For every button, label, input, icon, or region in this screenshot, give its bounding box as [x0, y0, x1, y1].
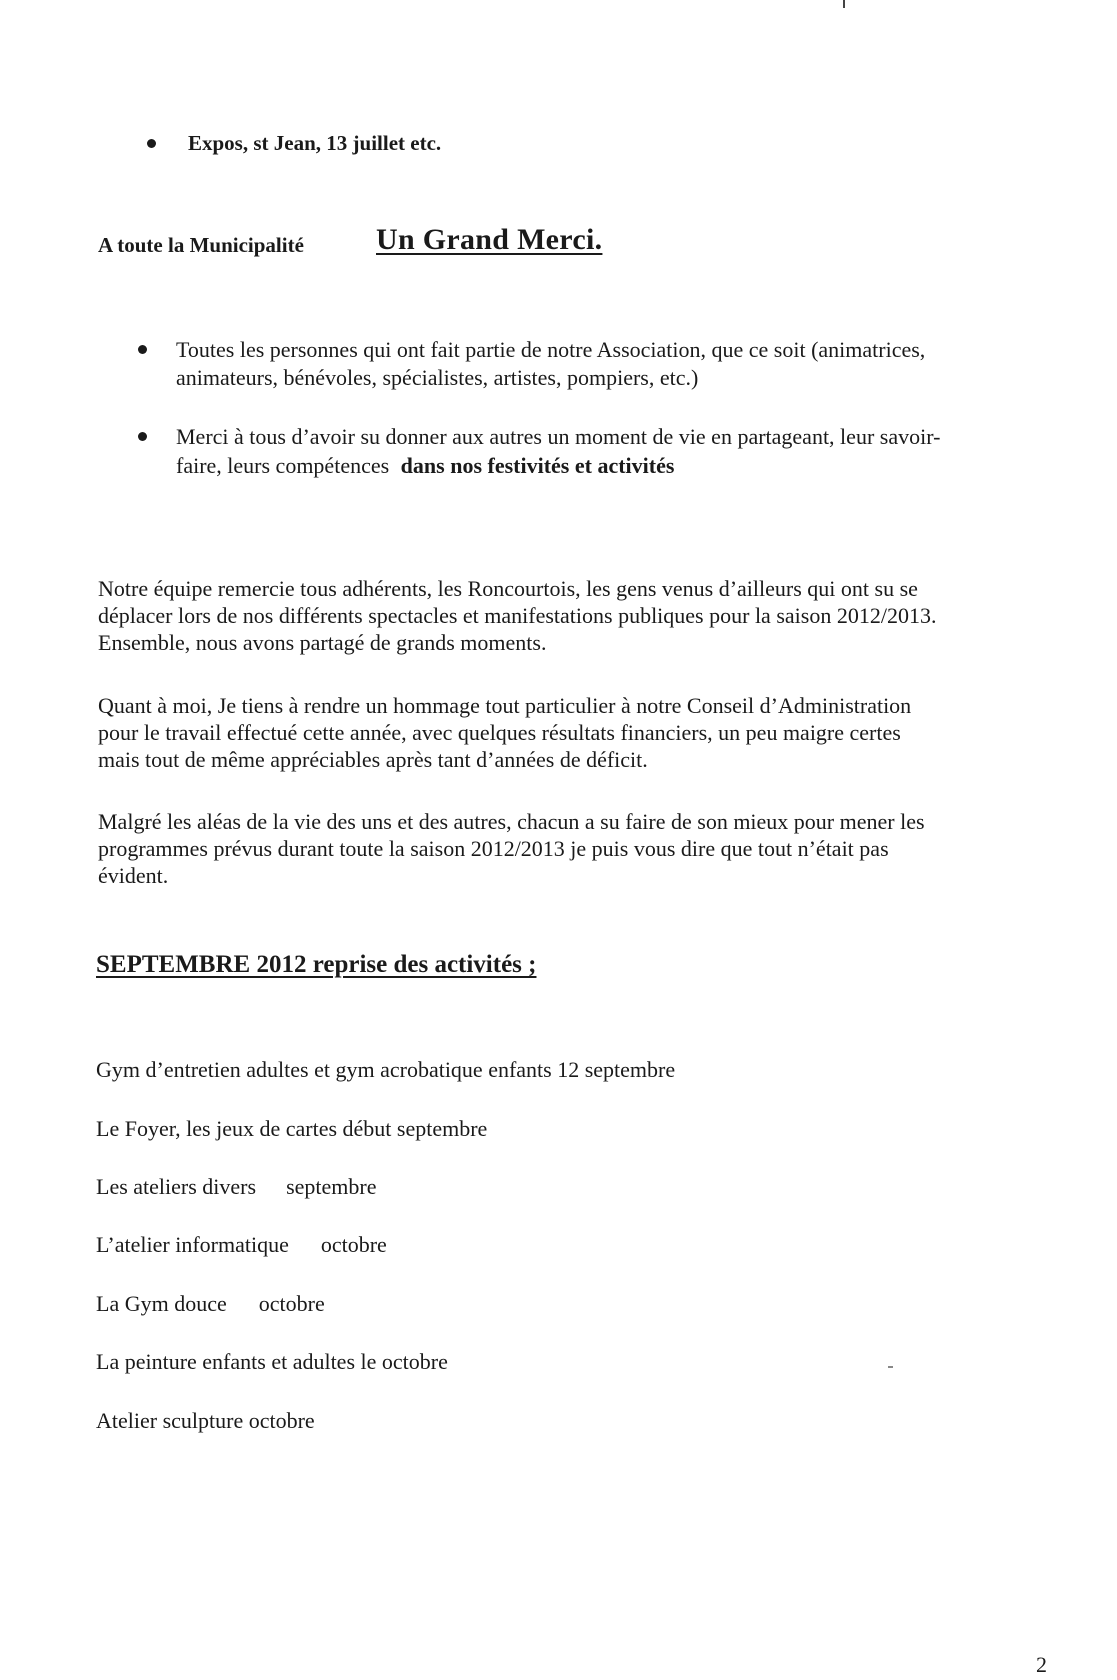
top-bullet-text: Expos, st Jean, 13 juillet etc.: [188, 131, 442, 155]
activity-item: [96, 1408, 315, 1434]
activity-item: [96, 1349, 448, 1375]
activity-when: octobre: [258, 1291, 325, 1316]
bullet-2-line-2-bold: dans nos festivités et activités: [400, 453, 675, 478]
activity-name: Les ateliers divers: [96, 1174, 257, 1199]
activity-item: [96, 1232, 387, 1258]
activity-name: Gym d’entretien adultes et gym acrobatique enfants 12 septembre: [96, 1057, 676, 1082]
activity-item: [96, 1057, 675, 1083]
bullet-2-line-2-normal: faire, leurs compétences: [176, 453, 395, 478]
bullet-1-line-2: animateurs, bénévoles, spécialistes, artistes, pompiers, etc.): [176, 365, 699, 390]
paragraph-line: mais tout de même appréciables après tant d’années de déficit.: [98, 747, 648, 772]
activity-name: La peinture enfants et adultes le octobre: [96, 1349, 448, 1374]
paragraph-line: programmes prévus durant toute la saison 2012/2013 je puis vous dire que tout n’était pas: [98, 836, 889, 861]
scan-mark: [843, 0, 845, 8]
activity-name: Atelier sculpture octobre: [96, 1408, 315, 1433]
bullet-dot: [138, 345, 147, 354]
bullet-dot: [147, 139, 156, 148]
paragraph-line: Quant à moi, Je tiens à rendre un hommage tout particulier à notre Conseil d’Administration: [98, 693, 912, 718]
paragraph-line: pour le travail effectué cette année, avec quelques résultats financiers, un peu maigre certes: [98, 720, 901, 745]
paragraph-line: évident.: [98, 863, 169, 888]
paragraph-board-tribute: [98, 692, 1078, 773]
activity-name: L’atelier informatique: [96, 1232, 289, 1257]
activity-name: La Gym douce: [96, 1291, 227, 1316]
activity-item: [96, 1291, 325, 1317]
activity-when: octobre: [320, 1232, 387, 1257]
paragraph-line: Notre équipe remercie tous adhérents, les Roncourtois, les gens venus d’ailleurs qui ont su se: [98, 576, 918, 601]
thanks-headline: Un Grand Merci.: [376, 223, 603, 256]
thanks-intro: A toute la Municipalité: [98, 233, 304, 257]
activity-when: septembre: [286, 1174, 377, 1199]
paragraph-line: Ensemble, nous avons partagé de grands moments.: [98, 630, 547, 655]
bullet-1-line-1: Toutes les personnes qui ont fait partie de notre Association, que ce soit (animatrices,: [176, 337, 926, 362]
bullet-dot: [138, 432, 147, 441]
activity-name: Le Foyer, les jeux de cartes début septembre: [96, 1116, 488, 1141]
paragraph-line: Malgré les aléas de la vie des uns et des autres, chacun a su faire de son mieux pour mener les: [98, 809, 925, 834]
bullet-2-line-1: Merci à tous d’avoir su donner aux autres un moment de vie en partageant, leur savoir-: [176, 424, 941, 449]
activity-item: [96, 1116, 487, 1142]
paragraph-team-thanks: [98, 575, 1078, 656]
section-title: SEPTEMBRE 2012 reprise des activités ;: [96, 951, 537, 978]
page-number: 2: [1036, 1652, 1047, 1677]
bullet-2-line-2: [176, 452, 674, 479]
paragraph-despite-hazards: [98, 808, 1078, 889]
activity-item: [96, 1174, 376, 1200]
scan-speck: [888, 1366, 893, 1368]
paragraph-line: déplacer lors de nos différents spectacles et manifestations publiques pour la saison 2012/2013.: [98, 603, 937, 628]
